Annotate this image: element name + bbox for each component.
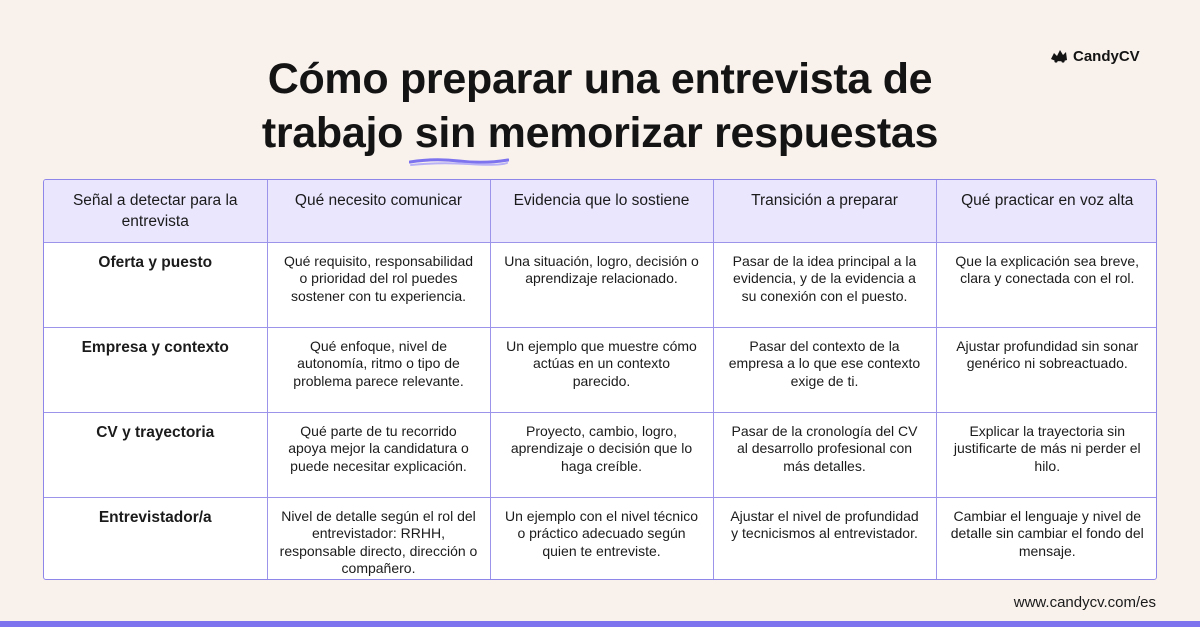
- column-header: Transición a preparar: [713, 180, 936, 242]
- column-header: Evidencia que lo sostiene: [490, 180, 713, 242]
- table-cell: Qué requisito, responsabilidad o prioridad del rol puedes sostener con tu experiencia.: [267, 242, 490, 327]
- table-cell: Proyecto, cambio, logro, aprendizaje o decisión que lo haga creíble.: [490, 412, 713, 497]
- table-cell: Ajustar el nivel de profundidad y tecnicismos al entrevistador.: [713, 497, 936, 580]
- column-header: Qué necesito comunicar: [267, 180, 490, 242]
- row-label: Empresa y contexto: [44, 327, 267, 412]
- table-cell: Un ejemplo con el nivel técnico o práctico adecuado según quien te entreviste.: [490, 497, 713, 580]
- title-line-2-prefix: trabajo: [261, 109, 415, 157]
- row-label: Entrevistador/a: [44, 497, 267, 580]
- table-cell: Un ejemplo que muestre cómo actúas en un contexto parecido.: [490, 327, 713, 412]
- table-cell: Qué parte de tu recorrido apoya mejor la candidatura o puede necesitar explicación.: [267, 412, 490, 497]
- title-line-1: Cómo preparar una entrevista de: [267, 55, 933, 103]
- table-cell: Una situación, logro, decisión o aprendizaje relacionado.: [490, 242, 713, 327]
- table-row: [44, 242, 1157, 327]
- brand-logo[interactable]: [1049, 46, 1140, 66]
- page-title: [0, 52, 1200, 160]
- table-cell: Qué enfoque, nivel de autonomía, ritmo o tipo de problema parece relevante.: [267, 327, 490, 412]
- highlight-underline: [409, 154, 509, 168]
- table-cell: Ajustar profundidad sin sonar genérico ni sobreactuado.: [936, 327, 1157, 412]
- row-label: CV y trayectoria: [44, 412, 267, 497]
- brand-name: CandyCV: [1073, 47, 1140, 65]
- table-cell: Cambiar el lenguaje y nivel de detalle sin cambiar el fondo del mensaje.: [936, 497, 1157, 580]
- table-row: [44, 412, 1157, 497]
- comparison-table: [43, 179, 1157, 580]
- candy-bird-icon: [1049, 46, 1069, 66]
- table-cell: Pasar de la cronología del CV al desarrollo profesional con más detalles.: [713, 412, 936, 497]
- column-header: Qué practicar en voz alta: [936, 180, 1157, 242]
- table-cell: Nivel de detalle según el rol del entrevistador: RRHH, responsable directo, dirección o compañero.: [267, 497, 490, 580]
- table-row: [44, 327, 1157, 412]
- table-cell: Pasar del contexto de la empresa a lo que ese contexto exige de ti.: [713, 327, 936, 412]
- table-cell: Explicar la trayectoria sin justificarte de más ni perder el hilo.: [936, 412, 1157, 497]
- table-header-row: [44, 180, 1157, 242]
- title-highlight: [415, 106, 938, 160]
- bottom-accent-bar: [0, 621, 1200, 627]
- title-highlight-text: sin memorizar respuestas: [414, 109, 939, 157]
- table-cell: Que la explicación sea breve, clara y conectada con el rol.: [936, 242, 1157, 327]
- website-url[interactable]: www.candycv.com/es: [1013, 594, 1156, 611]
- table-row: [44, 497, 1157, 580]
- row-label: Oferta y puesto: [44, 242, 267, 327]
- table-cell: Pasar de la idea principal a la evidencia, y de la evidencia a su conexión con el puesto.: [713, 242, 936, 327]
- column-header: Señal a detectar para la entrevista: [44, 180, 267, 242]
